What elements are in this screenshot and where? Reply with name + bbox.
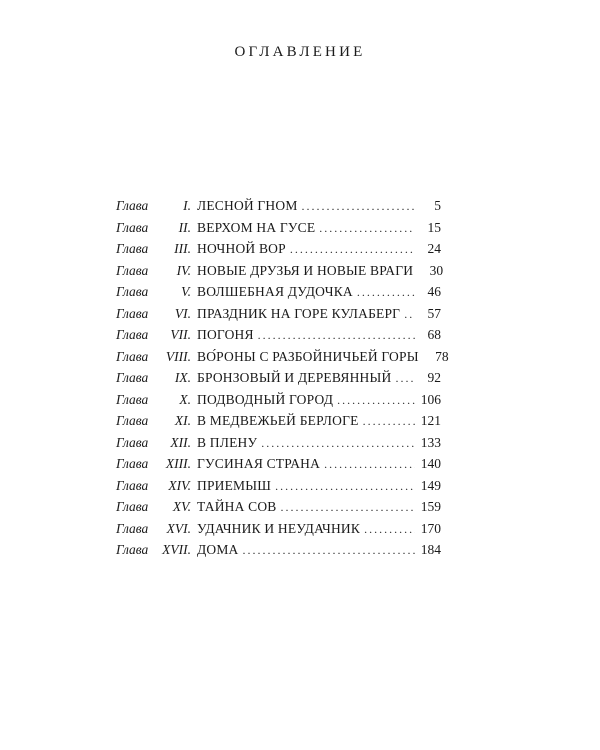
page-number: 46 [427,284,441,299]
dot-leader [290,242,415,257]
chapter-title: В МЕДВЕЖЬЕЙ БЕРЛОГЕ [197,413,359,428]
chapter-number: VII. [170,327,191,342]
chapter-title: ПРИЕМЫШ [197,477,272,493]
chapter-number: XV. [172,499,191,514]
chapter-title: ПОДВОДНЫЙ ГОРОД [197,391,334,407]
chapter-word: Глава [116,456,149,471]
page-number: 78 [435,348,449,364]
chapter-number: VI. [174,305,191,321]
chapter-title: ВОЛШЕБНАЯ ДУДОЧКА [197,284,353,299]
page-number: 15 [427,219,441,235]
chapter-word: Глава [116,305,149,321]
dot-leader [319,221,415,236]
toc-entry[interactable] [116,198,441,220]
chapter-number: XI. [174,413,191,428]
chapter-title: ТАЙНА СОВ [197,499,277,514]
chapter-title: ГУСИНАЯ СТРАНА [197,456,321,471]
chapter-word: Глава [116,413,149,428]
chapter-number: IX. [174,370,191,385]
page-number: 133 [420,434,441,450]
chapter-word: Глава [116,499,149,514]
chapter-title: УДАЧНИК И НЕУДАЧНИК [197,520,361,536]
chapter-word: Глава [116,327,149,342]
dot-leader [357,285,415,300]
dot-leader [404,307,415,322]
chapter-word: Глава [116,370,149,385]
dot-leader [261,436,415,451]
dot-leader [324,457,415,472]
page-number: 57 [427,305,441,321]
chapter-title: В ПЛЕНУ [197,434,258,450]
toc-entry[interactable] [116,392,441,414]
toc-entry[interactable] [116,327,441,349]
chapter-title: НОЧНОЙ ВОР [197,241,286,256]
chapter-word: Глава [116,520,149,536]
dot-leader [395,371,415,386]
chapter-word: Глава [116,241,149,256]
chapter-word: Глава [116,542,149,557]
page-number: 149 [420,477,441,493]
toc-entry[interactable] [116,370,441,392]
toc-entry[interactable] [116,262,444,285]
dot-leader [281,500,415,515]
chapter-title: ДОМА [197,542,239,557]
chapter-word: Глава [116,348,149,364]
toc-entry[interactable] [116,348,449,371]
toc-entry[interactable] [116,456,441,478]
chapter-number: IV. [176,262,191,278]
dot-leader [364,522,415,537]
chapter-word: Глава [116,219,149,235]
toc-entry[interactable] [116,284,441,306]
toc-entry[interactable] [116,478,441,500]
chapter-title: ВО́РОНЫ С РАЗБОЙНИЧЬЕЙ ГОРЫ [197,348,419,364]
toc-entry[interactable] [116,306,441,328]
page-title: ОГЛАВЛЕНИЕ [234,44,366,60]
toc-entry[interactable] [116,435,441,457]
chapter-number: III. [174,241,191,256]
page-number: 5 [434,198,441,213]
page-number: 106 [420,391,441,407]
page-number: 121 [420,413,441,428]
page-number: 184 [420,542,441,557]
chapter-number: VIII. [165,348,191,364]
toc-entry[interactable] [116,542,441,564]
page-number: 30 [429,262,444,278]
dot-leader [275,479,415,494]
page-number: 92 [427,370,441,385]
page-number: 170 [420,520,441,536]
chapter-number: X. [179,391,191,407]
chapter-word: Глава [116,262,149,278]
chapter-word: Глава [116,198,149,213]
dot-leader [337,393,415,408]
dot-leader [302,199,415,214]
dot-leader [243,543,415,558]
chapter-number: XVII. [162,542,191,557]
page-number: 140 [420,456,441,471]
chapter-number: XIII. [165,456,191,471]
page-number: 68 [427,327,441,342]
page-number: 159 [420,499,441,514]
chapter-number: XII. [170,434,191,450]
toc-entry[interactable] [116,413,441,435]
page-number: 24 [427,241,441,256]
table-of-contents [116,198,449,564]
chapter-number: XVI. [166,520,191,536]
chapter-title: НОВЫЕ ДРУЗЬЯ И НОВЫЕ ВРАГИ [197,262,414,278]
chapter-title: ЛЕСНОЙ ГНОМ [197,198,298,213]
chapter-word: Глава [116,477,149,493]
toc-entry[interactable] [116,499,441,521]
chapter-number: I. [183,198,191,213]
toc-entry[interactable] [116,241,441,263]
chapter-word: Глава [116,284,149,299]
chapter-word: Глава [116,391,149,407]
chapter-number: V. [181,284,191,299]
chapter-number: XIV. [168,477,191,493]
toc-entry[interactable] [116,521,441,543]
chapter-title: ПРАЗДНИК НА ГОРЕ КУЛАБЕРГ [197,305,401,321]
dot-leader [363,414,415,429]
chapter-title: ВЕРХОМ НА ГУСЕ [197,219,316,235]
chapter-title: ПОГОНЯ [197,327,254,342]
chapter-title: БРОНЗОВЫЙ И ДЕРЕВЯННЫЙ [197,370,392,385]
chapter-number: II. [178,219,191,235]
toc-entry[interactable] [116,220,441,242]
chapter-word: Глава [116,434,149,450]
dot-leader [258,328,415,343]
